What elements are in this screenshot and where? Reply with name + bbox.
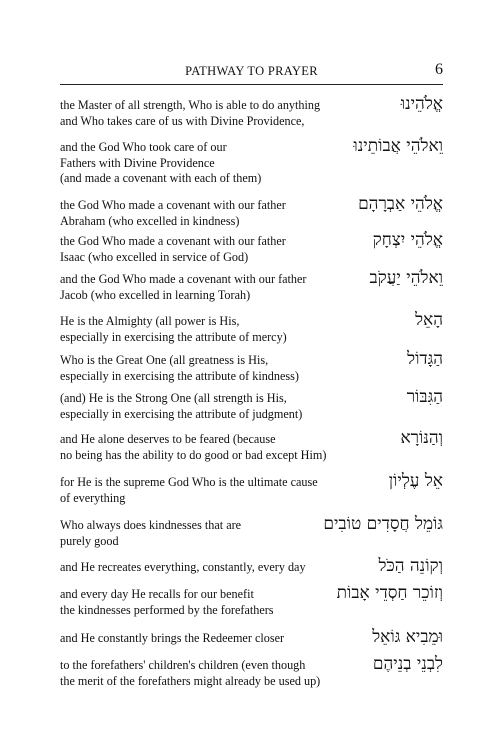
- english-translation: [60, 658, 335, 689]
- hebrew-phrase: וֵאלֹהֵי יַעֲקֹב: [369, 268, 443, 288]
- translation-line: Jacob (who excelled in learning Torah): [60, 287, 251, 302]
- running-title: PATHWAY TO PRAYER: [185, 64, 318, 78]
- hebrew-phrase: הַגָּדוֹל: [407, 349, 443, 369]
- translation-line: Isaac (who excelled in service of God): [60, 249, 249, 264]
- translation-line: the kindnesses performed by the forefathers: [60, 602, 274, 617]
- hebrew-phrase: אֵל עֶלְיוֹן: [388, 471, 443, 491]
- english-translation: [60, 140, 335, 187]
- translation-line: the God Who made a covenant with our father: [60, 198, 286, 212]
- hebrew-phrase: הָאֵל: [415, 310, 443, 330]
- translation-line: especially in exercising the attribute of kindness): [60, 368, 299, 383]
- translation-line: and every day He recalls for our benefit: [60, 587, 254, 601]
- translation-line: and the God Who took care of our: [60, 140, 227, 154]
- translation-line: the Master of all strength, Who is able to do anything: [60, 98, 321, 112]
- translation-line: especially in exercising the attribute of mercy): [60, 329, 287, 344]
- hebrew-phrase: לִבְנֵי בְנֵיהֶם: [372, 654, 443, 674]
- english-translation: [60, 560, 335, 576]
- translation-line: and the God Who made a covenant with our father: [60, 272, 307, 286]
- translation-line: (and) He is the Strong One (all strength is His,: [60, 391, 287, 405]
- translation-line: for He is the supreme God Who is the ultimate cause: [60, 475, 318, 489]
- english-translation: [60, 272, 335, 303]
- translation-line: Who always does kindnesses that are: [60, 518, 242, 532]
- hebrew-phrase: הַגִּבּוֹר: [406, 387, 443, 407]
- translation-line: (and made a covenant with each of them): [60, 171, 262, 185]
- english-translation: [60, 314, 335, 345]
- translation-line: Abraham (who excelled in kindness): [60, 213, 240, 228]
- hebrew-phrase: גּוֹמֵל חֲסָדִים טוֹבִים: [323, 514, 443, 534]
- page-number: 6: [435, 61, 443, 78]
- english-translation: [60, 391, 335, 422]
- english-translation: [60, 518, 335, 549]
- english-translation: [60, 432, 335, 463]
- translation-line: to the forefathers' children's children (even though: [60, 658, 306, 672]
- hebrew-phrase: אֱלֹהֵינוּ: [400, 94, 443, 114]
- english-translation: [60, 198, 335, 229]
- hebrew-phrase: וְהַנּוֹרָא: [400, 428, 443, 448]
- translation-line: Fathers with Divine Providence: [60, 155, 215, 170]
- hebrew-phrase: וְזוֹכֵר חַסְדֵי אָבוֹת: [336, 583, 443, 603]
- translation-line: purely good: [60, 533, 119, 548]
- translation-line: and He recreates everything, constantly, every day: [60, 560, 306, 574]
- translation-line: no being has the ability to do good or bad except Him): [60, 447, 327, 462]
- english-translation: [60, 475, 335, 506]
- hebrew-phrase: וְקוֹנֵה הַכֹּל: [378, 556, 443, 576]
- translation-line: Who is the Great One (all greatness is His,: [60, 353, 269, 367]
- english-translation: [60, 353, 335, 384]
- translation-line: of everything: [60, 490, 126, 505]
- english-translation: [60, 98, 335, 129]
- translation-line: and He alone deserves to be feared (because: [60, 432, 276, 446]
- translation-line: and Who takes care of us with Divine Providence,: [60, 113, 305, 128]
- english-translation: [60, 631, 335, 647]
- translation-line: and He constantly brings the Redeemer closer: [60, 631, 285, 645]
- translation-line: especially in exercising the attribute of judgment): [60, 406, 303, 421]
- hebrew-phrase: אֱלֹהֵי אַבְרָהָם: [358, 194, 443, 214]
- english-translation: [60, 234, 335, 265]
- hebrew-phrase: וֵאלֹהֵי אֲבוֹתֵינוּ: [353, 136, 443, 156]
- translation-line: the merit of the forefathers might already be used up): [60, 673, 321, 688]
- translation-line: the God Who made a covenant with our father: [60, 234, 286, 248]
- translation-line: He is the Almighty (all power is His,: [60, 314, 240, 328]
- english-translation: [60, 587, 335, 618]
- hebrew-phrase: וּמֵבִיא גּוֹאֵל: [372, 627, 443, 647]
- hebrew-phrase: אֱלֹהֵי יִצְחָק: [372, 230, 443, 250]
